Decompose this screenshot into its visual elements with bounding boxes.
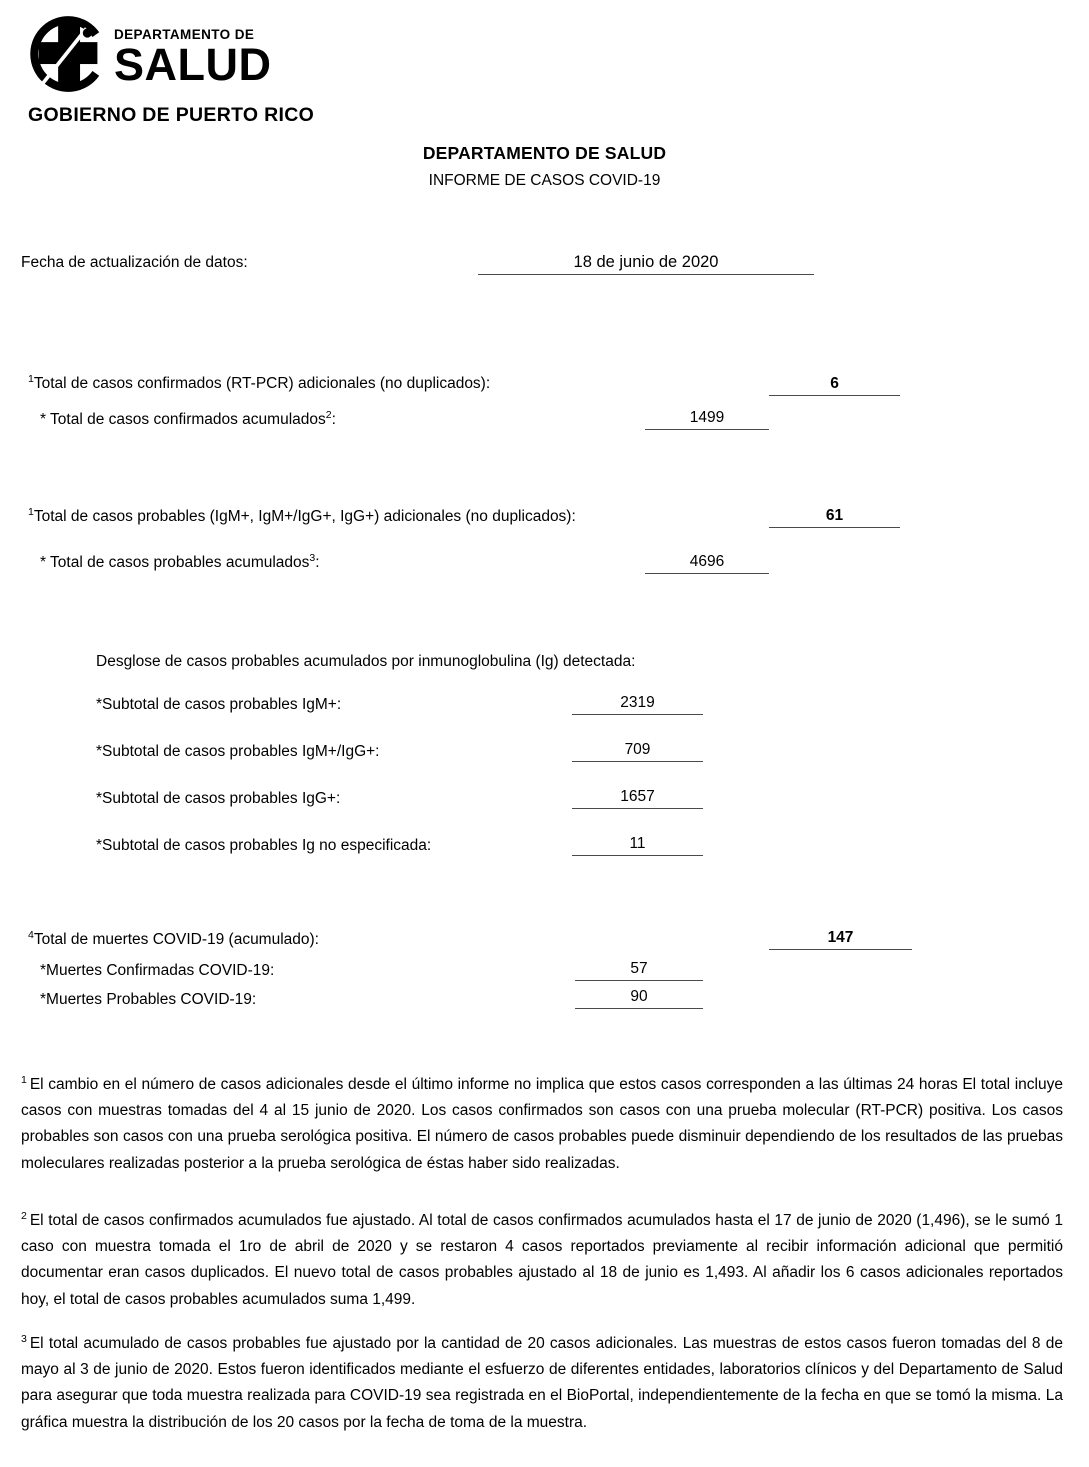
page-subtitle: INFORME DE CASOS COVID-19: [428, 172, 661, 189]
footnote-3: [21, 1331, 1063, 1436]
logo-salud: SALUD: [114, 38, 272, 90]
page-title: DEPARTAMENTO DE SALUD: [422, 143, 667, 163]
footnote-2-sup: 2: [21, 1209, 27, 1222]
probable-cumulative-colon: :: [315, 554, 320, 571]
subtotal-igg-label: *Subtotal de casos probables IgG+:: [96, 790, 341, 807]
subtotal-igm-igg-label: *Subtotal de casos probables IgM+/IgG+:: [96, 743, 380, 760]
probable-additional-label: [28, 507, 576, 526]
confirmed-additional-sup: 1: [28, 372, 34, 385]
subtotal-igm-value: 2319: [572, 694, 703, 715]
probable-cumulative-label: [40, 553, 320, 572]
footnote-3-sup: 3: [21, 1332, 27, 1345]
subtotal-igg-value: 1657: [572, 788, 703, 809]
footnote-2-text: El total de casos confirmados acumulados fue ajustado. Al total de casos confirmados acumulados hasta el 17 de junio de 2020 (1,496), se le sumó 1 caso con muestra tomada el 1ro de abril de 2020 y se restaron 4 casos reportados previamente al recibir información adicional que permitió documentar eran casos duplicados. El nuevo total de casos probables ajustado al 18 de junio es 1,493. Al añadir los 6 casos adicionales reportados hoy, el total de casos probables acumulados suma 1,499.: [21, 1212, 1063, 1308]
deaths-probable-label: *Muertes Probables COVID-19:: [40, 991, 257, 1008]
deaths-total-value: 147: [769, 929, 912, 950]
logo-row: [28, 8, 314, 100]
subtotal-igm-label: *Subtotal de casos probables IgM+:: [96, 696, 342, 713]
salud-cross-icon: [28, 8, 112, 100]
logo-gobierno-de-puerto-rico: GOBIERNO DE PUERTO RICO: [28, 104, 315, 126]
confirmed-cumulative-text: * Total de casos confirmados acumulados: [40, 411, 326, 428]
footnote-3-text: El total acumulado de casos probables fue ajustado por la cantidad de 20 casos adicionales. Las muestras de estos casos fueron tomadas del 8 de mayo al 3 de junio de 2020. Estos fueron identificados mediante el esfuerzo de diferentes entidades, laboratorios clínicos y del Departamento de Salud para asegurar que toda muestra realizada para COVID-19 sea registrada en el BioPortal, independientemente de la fecha en que se tomó la misma. La gráfica muestra la distribución de los 20 casos por la fecha de toma de la muestra.: [21, 1335, 1063, 1431]
footnote-1: [21, 1072, 1063, 1177]
confirmed-cumulative-sup: 2: [325, 408, 332, 421]
confirmed-cumulative-value: 1499: [645, 409, 769, 430]
deaths-total-label: [28, 930, 319, 949]
probable-additional-text: Total de casos probables (IgM+, IgM+/IgG+, IgG+) adicionales (no duplicados):: [33, 508, 576, 525]
deaths-total-text: Total de muertes COVID-19 (acumulado):: [33, 931, 319, 948]
probable-additional-sup: 1: [28, 505, 34, 518]
logo-departamento-de: DEPARTAMENTO DE: [114, 27, 255, 42]
confirmed-additional-text: Total de casos confirmados (RT-PCR) adicionales (no duplicados):: [33, 375, 491, 392]
deaths-confirmed-value: 57: [575, 960, 703, 981]
deaths-total-sup: 4: [28, 928, 34, 941]
breakdown-title: Desglose de casos probables acumulados por inmunoglobulina (Ig) detectada:: [96, 653, 636, 670]
footnote-1-text: El cambio en el número de casos adicionales desde el último informe no implica que estos casos corresponden a las últimas 24 horas El total incluye casos con muestras tomadas del 4 al 15 junio de 2020. Los casos confirmados son casos con una prueba molecular (RT-PCR) positiva. Los casos probables son casos con una prueba serológica positiva. El número de casos probables puede disminuir dependiendo de los resultados de las pruebas moleculares realizadas posterior a la prueba serológica de éstas haber sido realizadas.: [21, 1076, 1063, 1172]
logo: [28, 8, 314, 127]
deaths-confirmed-label: *Muertes Confirmadas COVID-19:: [40, 962, 275, 979]
subtotal-ig-unspecified-label: *Subtotal de casos probables Ig no especificada:: [96, 837, 432, 854]
confirmed-additional-value: 6: [769, 375, 900, 396]
footnote-1-sup: 1: [21, 1073, 27, 1086]
date-value: 18 de junio de 2020: [478, 253, 814, 275]
date-label: Fecha de actualización de datos:: [21, 254, 248, 271]
deaths-probable-value: 90: [575, 988, 703, 1009]
confirmed-additional-label: [28, 374, 490, 393]
probable-additional-value: 61: [769, 507, 900, 528]
subtotal-ig-unspecified-value: 11: [572, 835, 703, 856]
probable-cumulative-value: 4696: [645, 553, 769, 574]
logo-text: [114, 27, 272, 90]
confirmed-cumulative-label: [40, 410, 336, 429]
confirmed-cumulative-colon: :: [331, 411, 336, 428]
footnote-2: [21, 1208, 1063, 1313]
probable-cumulative-text: * Total de casos probables acumulados: [40, 554, 310, 571]
probable-cumulative-sup: 3: [309, 551, 316, 564]
subtotal-igm-igg-value: 709: [572, 741, 703, 762]
